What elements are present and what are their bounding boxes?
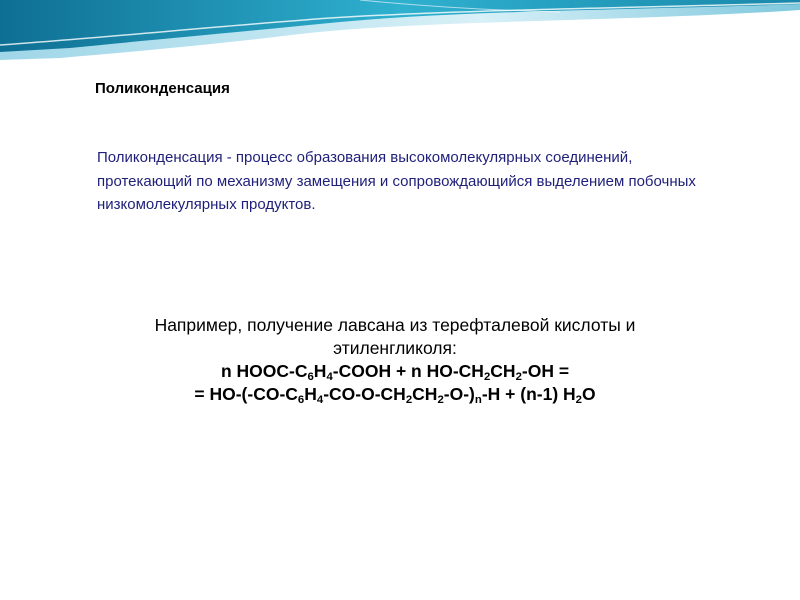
definition-text: Поликонденсация - процесс образования высокомолекулярных соединений, протекающий по механизму замещения и сопровождающийся выделением побочных низкомолекулярных продуктов. — [97, 149, 696, 213]
equation-line-2: = $HO-(-CO-C_6H_4-CO-O-CH_2CH_2-O-)_n-H + (n-1)$ $H_2O$ — [194, 384, 596, 406]
example-intro: Например, получение лавсана из терефталевой кислоты и этиленгликоля: — [154, 315, 636, 358]
equation-line-1: n HOOC-$C_6H_4$-COOH + n $HO-CH_2CH_2-OH$ = — [220, 361, 570, 383]
example-block — [100, 314, 690, 406]
slide-title: Поликонденсация — [95, 80, 230, 97]
header-wave-decoration — [0, 0, 800, 60]
